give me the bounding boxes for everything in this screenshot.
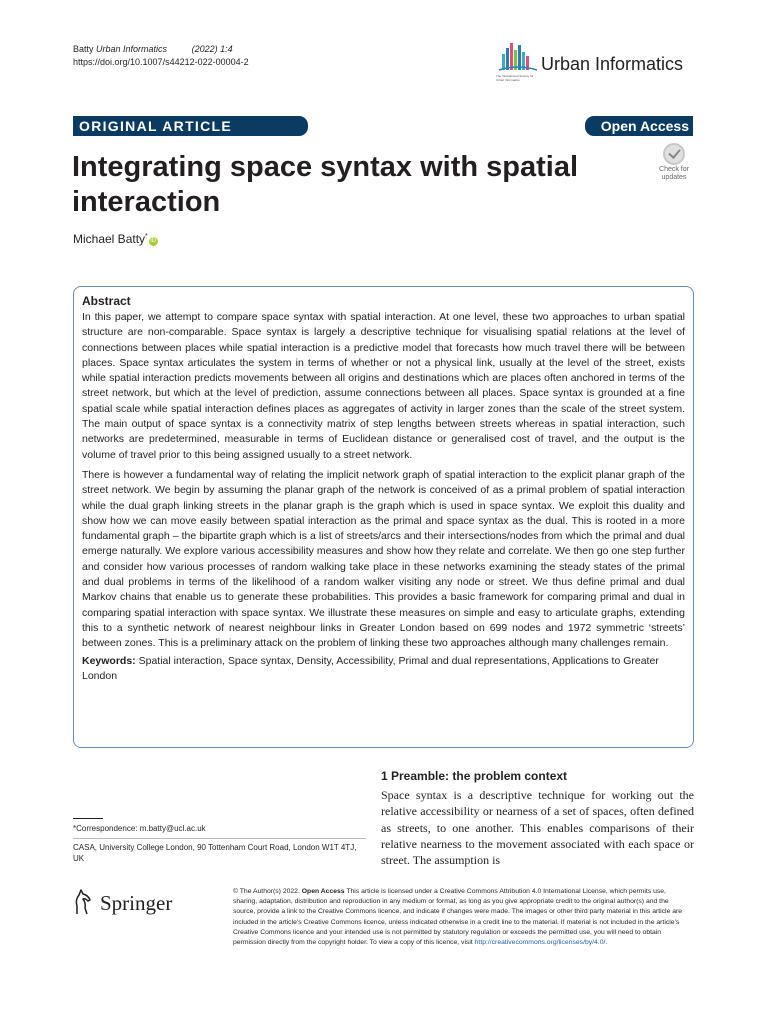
keywords <box>82 654 685 684</box>
license-suffix: . <box>605 939 608 947</box>
correspondence-email[interactable]: m.batty@ucl.ac.uk <box>139 824 206 833</box>
article-type-label: ORIGINAL ARTICLE <box>73 116 308 136</box>
correspondence-footnote <box>73 823 373 834</box>
author-name[interactable]: Michael Batty <box>73 232 146 246</box>
abstract-heading: Abstract <box>82 294 131 308</box>
correspondence-mark: * <box>145 233 148 240</box>
license-prefix: © The Author(s) 2022. <box>233 888 300 895</box>
publisher-name: Springer <box>100 891 173 915</box>
license-link[interactable]: http://creativecommons.org/licenses/by/4.0/ <box>474 939 606 947</box>
license-body: This article is licensed under a Creative Commons Attribution 4.0 International License, which permits use, sharing, adaptation, distribution and reproduction in any medium or format, as long as you give appropriate credit to the original author(s) and the source, provide a link to the Creative Commons licence, and indicate if changes were made. The images or other third party material in this article are included in the article’s Creative Commons licence, unless indicated otherwise in a credit line to the material. If material is not included in the article’s Creative Commons licence and your intended use is not permitted by statutory regulation or exceeds the permitted use, you will need to obtain permission directly from the copyright holder. To view a copy of this licence, visit <box>233 888 683 947</box>
springer-horse-icon <box>73 888 93 916</box>
section-heading: 1 Preamble: the problem context <box>381 769 568 783</box>
journal-logo-name: Urban Informatics <box>541 54 684 74</box>
header-journal: Urban Informatics <box>96 44 168 54</box>
citation-line <box>73 43 249 56</box>
author-line <box>73 232 158 246</box>
open-access-badge: Open Access <box>585 116 693 136</box>
abstract-paragraph-2: There is however a fundamental way of relating the implicit network graph of spatial interaction to the explicit planar graph of the street network. We begin by assuming the planar graph of the network is conceived of as a primal problem of spatial interaction while the dual graph linking streets in the planar graph is the graph which is used in space syntax. We exploit this duality and show how we can move easily between spatial interaction as the primal and space syntax as the dual. This is rooted in a more fundamental graph – the bipartite graph which is a list of streets/arcs and their intersections/nodes from which the primal and dual emerge naturally. We explore various accessibility measures and show how they relate and correlate. We then go one step further and consider how various processes of random walking take place in these networks examining the steady states of the primal and dual problems in terms of the likelihood of a random walker visiting any node or street. We thus define primal and dual Markov chains that enable us to generate these probabilities. This provides a basic framework for comparing primal and dual in comparing spatial interaction with space syntax. We illustrate these measures on simple and easy to articulate graphs, extending this to a synthetic network of nearest neighbour links in Greater London based on 699 nodes and 1972 symmetric ‘streets’ between zones. This is a preliminary attack on the problem of linking these two approaches although many challenges remain. <box>82 468 685 650</box>
correspondence-label: *Correspondence: <box>73 824 138 833</box>
header-doi[interactable]: https://doi.org/10.1007/s44212-022-00004-2 <box>73 57 249 67</box>
license-open-access: Open Access <box>301 888 345 895</box>
section-body: Space syntax is a descriptive technique for working out the relative accessibility or nearness of a set of spaces, often defined as streets, to one another. This enables comparisons of their relative nearness to the movement associated with each space or street. The assumption is <box>381 788 694 868</box>
check-for-updates-button[interactable] <box>654 143 694 183</box>
journal-logo-caption: The International Society for Urban Informatics <box>496 74 534 82</box>
keywords-list: Spatial interaction, Space syntax, Density, Accessibility, Primal and dual representations, Applications to Greater London <box>82 654 659 682</box>
header-volume: (2022) 1:4 <box>191 44 233 54</box>
abstract-box <box>73 286 694 748</box>
section-preamble <box>381 768 694 868</box>
header-author: Batty <box>73 44 94 54</box>
journal-logo <box>496 40 696 88</box>
footnote-divider <box>73 838 366 839</box>
orcid-icon[interactable]: iD <box>150 238 157 244</box>
license-text <box>233 887 691 948</box>
affiliation-footnote: CASA, University College London, 90 Tottenham Court Road, London W1T 4TJ, UK <box>73 843 357 863</box>
footnote-rule <box>73 818 103 819</box>
article-title: Integrating space syntax with spatial interaction <box>72 151 579 218</box>
abstract-paragraph-1: In this paper, we attempt to compare space syntax with spatial interaction. At one level, these two approaches to urban spatial structure are non-comparable. Space syntax is largely a descriptive technique for visualising spatial relations at the level of connections between places while spatial interaction is a predictive model that forecasts how much travel there will be between places. Space syntax articulates the system in terms of whether or not a physical link, usually at the level of the street, exists while spatial interaction predicts movements between all origins and destinations which are places often anchored in terms of the street network, but which at the level of prediction, assume connections between all places. Space syntax is grounded at a fine spatial scale while spatial interaction defines places as aggregates of activity in larger zones than the scale of the street system. The main output of space syntax is a connectivity matrix of step lengths between streets whereas in spatial interaction, such networks are predetermined, measurable in terms of Euclidean distance or generalised cost of travel, and the output is the volume of travel prior to this being assigned usually to a street network. <box>82 311 685 461</box>
check-for-updates-label: Check for updates <box>659 166 689 181</box>
keywords-label: Keywords: <box>82 654 136 667</box>
check-for-updates-icon <box>663 143 685 165</box>
running-header <box>73 43 249 69</box>
article-type-band <box>73 116 693 136</box>
